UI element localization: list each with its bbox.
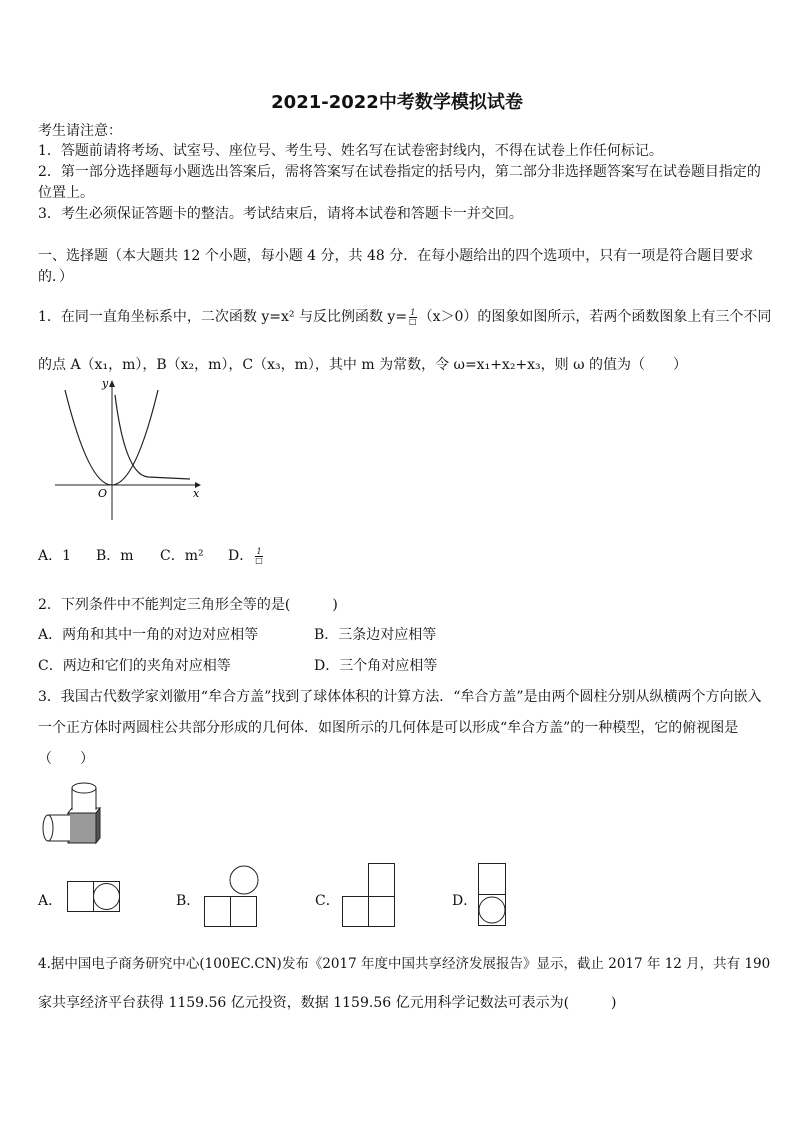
q3-stem-line1: 3．我国古代数学家刘徽用“牟合方盖”找到了球体体积的计算方法．“牟合方盖”是由两个圆柱分别从纵横两个方向嵌入 [38, 689, 762, 705]
notice-item-1: 1．答题前请将考场、试室号、座位号、考生号、姓名写在试卷密封线内，不得在试卷上作任何标记。 [38, 143, 663, 159]
q3-option-b-label: B． [176, 893, 201, 909]
page-title: 2021-2022中考数学模拟试卷 [271, 92, 523, 113]
q2-option-a: A．两角和其中一角的对边对应相等 [38, 627, 259, 643]
q1-option-a: A．1 [38, 548, 72, 564]
notice-item-2: 2．第一部分选择题每小题选出答案后，需将答案写在试卷指定的括号内，第二部分非选择题答案写在试卷题目指定的 [38, 164, 761, 180]
q3-solid-figure [38, 780, 118, 850]
q2-option-c: C．两边和它们的夹角对应相等 [38, 658, 231, 674]
q3-stem-line3: （ ） [38, 751, 94, 767]
notice-item-3: 3．考生必须保证答题卡的整洁。考试结束后，请将本试卷和答题卡一并交回。 [38, 206, 523, 222]
q1-option-b: B．m [96, 548, 134, 564]
q3-option-b-figure [204, 863, 260, 929]
q1-graph [50, 375, 210, 525]
q1-stem-line1 [38, 306, 771, 326]
q3-option-d-figure [478, 863, 508, 929]
q1-frac-den: □ [409, 316, 417, 326]
section-heading-cont: 的．） [38, 269, 73, 285]
q3-option-d-label: D． [452, 893, 478, 909]
q1-fraction [409, 309, 417, 326]
q1-d-num: 1 [256, 546, 262, 556]
q4-stem-line1: 4.据中国电子商务研究中心(100EC.CN)发布《2017 年度中国共享经济发展报告》显示，截止 2017 年 12 月，共有 190 [38, 956, 771, 972]
q4-stem-line2: 家共享经济平台获得 1159.56 亿元投资，数据 1159.56 亿元用科学记数法可表示为( ) [38, 995, 617, 1011]
graph-x-label: x [193, 487, 200, 500]
q3-option-c-figure [342, 863, 398, 929]
q1-d-den: □ [255, 555, 263, 565]
section-heading: 一、选择题（本大题共 12 个小题，每小题 4 分，共 48 分．在每小题给出的四个选项中，只有一项是符合题目要求 [38, 248, 754, 264]
q1-option-d-label: D． [228, 548, 254, 564]
q1-text-b: （x＞0）的图象如图所示，若两个函数图象上有三个不同 [418, 309, 772, 325]
q3-option-a-figure [67, 881, 121, 913]
q1-option-d-fraction [255, 548, 263, 565]
q2-option-b: B．三条边对应相等 [314, 627, 437, 643]
q3-option-a-label: A． [38, 893, 63, 909]
notice-item-2-cont: 位置上。 [38, 185, 94, 201]
q2-stem: 2．下列条件中不能判定三角形全等的是( ) [38, 597, 338, 613]
q3-stem-line2: 一个正方体时两圆柱公共部分形成的几何体．如图所示的几何体是可以形成“牟合方盖”的一种模型，它的俯视图是 [38, 720, 739, 736]
q1-text-a: 1．在同一直角坐标系中，二次函数 y=x² 与反比例函数 y= [38, 309, 408, 325]
q2-option-d: D．三个角对应相等 [314, 658, 438, 674]
q1-option-d [228, 545, 265, 565]
q1-option-c: C．m² [160, 548, 204, 564]
q3-option-c-label: C． [315, 893, 340, 909]
q1-frac-num: 1 [410, 307, 416, 317]
graph-origin-label: O [98, 487, 108, 500]
q1-stem-line2: 的点 A（x₁，m），B（x₂，m），C（x₃，m），其中 m 为常数，令 ω=x₁+x₂+x₃，则 ω 的值为（ ） [38, 357, 687, 373]
notice-heading: 考生请注意： [38, 123, 122, 139]
graph-y-label: y [102, 377, 109, 390]
